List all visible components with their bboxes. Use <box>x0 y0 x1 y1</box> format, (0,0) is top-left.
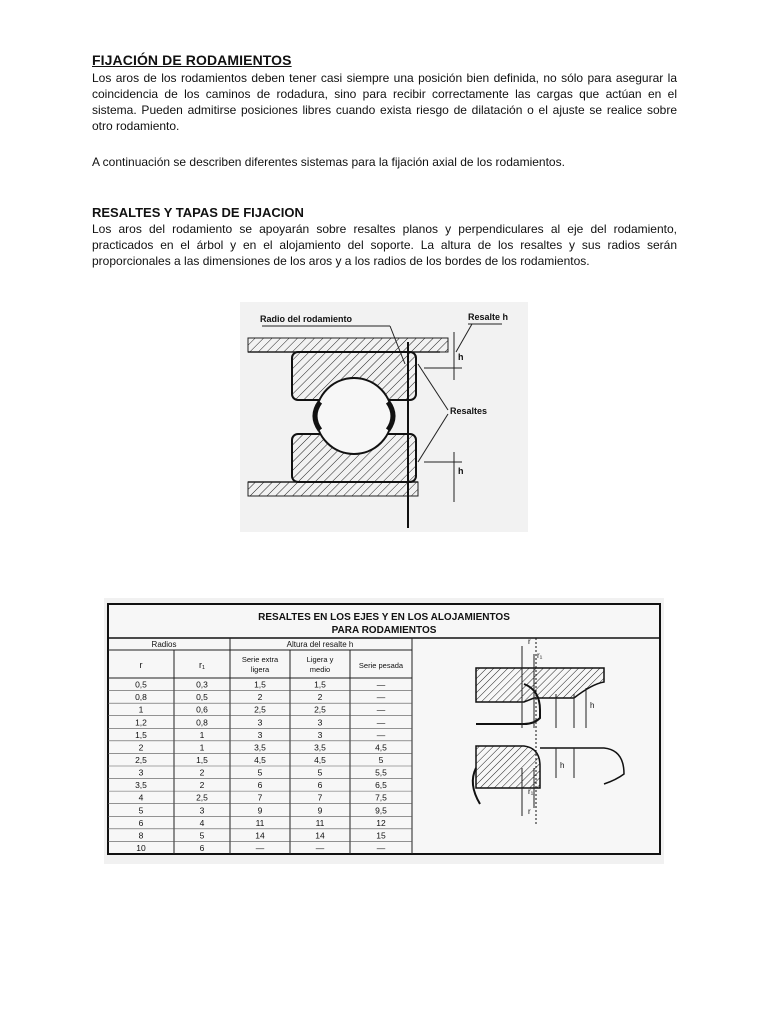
label-resalte-h: Resalte h <box>468 312 509 322</box>
table-cell: 9 <box>257 805 263 816</box>
table-cell: 2,5 <box>254 704 266 715</box>
header-extra-2: ligera <box>250 665 270 674</box>
table-cell: 15 <box>376 830 386 841</box>
table-cell: 6,5 <box>375 780 387 791</box>
table-cell: 1,5 <box>314 679 326 690</box>
table-cell: 11 <box>255 817 265 828</box>
table-cell: 0,8 <box>135 692 147 703</box>
table-cell: 3 <box>257 729 263 740</box>
table-cell: 1,5 <box>196 754 208 765</box>
table-cell: 0,5 <box>135 679 147 690</box>
table-cell: 7 <box>317 792 323 803</box>
header-ligera-1: Ligera y <box>306 655 334 664</box>
table-cell: 3 <box>138 767 144 778</box>
intro-paragraph: Los aros de los rodamientos deben tener casi siempre una posición bien definida, no sólo para asegurar la coincidencia de los caminos de rodadura, sino para recibir correctamente las cargas que actúan en el sistema. Pueden admitirse posiciones libres cuando exista riesgo de dilatación o el ajuste se realice sobre otro rodamiento. <box>92 71 677 133</box>
table-cell: 6 <box>199 842 205 853</box>
table-cell: 4,5 <box>375 742 387 753</box>
table-cell: — <box>376 729 386 740</box>
table-cell: 10 <box>136 842 146 853</box>
table-cell: 12 <box>376 817 386 828</box>
sketch-label-r-top: r <box>528 637 531 646</box>
table-cell: 3,5 <box>314 742 326 753</box>
bearing-cross-section-figure <box>240 302 528 532</box>
table-cell: 2,5 <box>196 792 208 803</box>
table-cell: 9,5 <box>375 805 387 816</box>
header-r: r <box>139 660 143 670</box>
label-h-bottom: h <box>458 466 464 476</box>
table-cell: — <box>376 842 386 853</box>
table-cell: 5,5 <box>375 767 387 778</box>
table-title-line2: PARA RODAMIENTOS <box>331 625 437 636</box>
resaltes-table-figure <box>104 598 664 864</box>
table-cell: — <box>376 679 386 690</box>
label-radio-rodamiento: Radio del rodamiento <box>260 314 353 324</box>
sketch-label-r1-bottom: r₁ <box>528 787 534 796</box>
header-r1: r₁ <box>198 660 206 670</box>
table-cell: 1 <box>199 729 205 740</box>
resaltes-paragraph: Los aros del rodamiento se apoyarán sobre resaltes planos y perpendiculares al eje del rodamiento, practicados en el árbol y en el alojamiento del soporte. La altura de los resaltes y sus radios serán proporcionales a las dimensiones de los aros y a los radios de los bordes de los rodamientos. <box>92 222 677 268</box>
sketch-label-h-top: h <box>590 701 595 710</box>
table-cell: 3 <box>317 729 323 740</box>
table-cell: 1,5 <box>135 729 147 740</box>
label-resaltes: Resaltes <box>450 406 488 416</box>
table-cell: 3 <box>257 717 263 728</box>
table-cell: 8 <box>138 830 144 841</box>
table-cell: 5 <box>257 767 263 778</box>
table-cell: — <box>315 842 325 853</box>
table-cell: 2,5 <box>314 704 326 715</box>
table-cell: 0,6 <box>196 704 208 715</box>
table-cell: 1 <box>138 704 144 715</box>
sketch-label-r-bottom: r <box>528 807 531 816</box>
table-cell: 6 <box>317 780 323 791</box>
table-cell: 5 <box>199 830 205 841</box>
header-altura: Altura del resalte h <box>286 640 354 649</box>
table-cell: 2 <box>317 692 323 703</box>
table-cell: 4,5 <box>314 754 326 765</box>
table-cell: 1,5 <box>254 679 266 690</box>
table-cell: 11 <box>315 817 325 828</box>
table-title-line1: RESALTES EN LOS EJES Y EN LOS ALOJAMIENTOS <box>258 612 510 623</box>
table-cell: 4 <box>199 817 205 828</box>
table-cell: 0,8 <box>196 717 208 728</box>
header-radios: Radios <box>151 640 177 649</box>
section-title-resaltes: RESALTES Y TAPAS DE FIJACION <box>92 205 304 220</box>
table-cell: 0,3 <box>196 679 208 690</box>
sketch-label-h-bottom: h <box>560 761 565 770</box>
table-cell: 14 <box>315 830 325 841</box>
table-cell: 2 <box>199 780 205 791</box>
table-cell: — <box>255 842 265 853</box>
table-cell: 4,5 <box>254 754 266 765</box>
sketch-label-r1-top: r₁ <box>537 651 543 660</box>
table-cell: 14 <box>255 830 265 841</box>
table-cell: 3,5 <box>135 780 147 791</box>
table-cell: 6 <box>138 817 144 828</box>
table-cell: 5 <box>317 767 323 778</box>
intro-paragraph-2: A continuación se describen diferentes sistemas para la fijación axial de los rodamientos. <box>92 155 565 169</box>
table-cell: 7 <box>257 792 263 803</box>
table-cell: 6 <box>257 780 263 791</box>
table-cell: 4 <box>138 792 144 803</box>
table-cell: 3,5 <box>254 742 266 753</box>
table-cell: 2 <box>257 692 263 703</box>
table-cell: — <box>376 704 386 715</box>
label-h-top: h <box>458 352 464 362</box>
table-cell: 1,2 <box>135 717 147 728</box>
table-cell: 3 <box>317 717 323 728</box>
table-cell: 0,5 <box>196 692 208 703</box>
table-cell: — <box>376 692 386 703</box>
table-cell: 1 <box>199 742 205 753</box>
header-pesada: Serie pesada <box>358 661 404 670</box>
table-cell: 7,5 <box>375 792 387 803</box>
table-cell: 5 <box>138 805 144 816</box>
table-cell: — <box>376 717 386 728</box>
section-title-fijacion: FIJACIÓN DE RODAMIENTOS <box>92 52 292 68</box>
table-cell: 5 <box>378 754 384 765</box>
table-cell: 9 <box>317 805 323 816</box>
table-cell: 2 <box>199 767 205 778</box>
table-cell: 3 <box>199 805 205 816</box>
header-extra-1: Serie extra <box>241 655 279 664</box>
table-cell: 2 <box>138 742 144 753</box>
table-cell: 2,5 <box>135 754 147 765</box>
header-ligera-2: medio <box>309 665 331 674</box>
